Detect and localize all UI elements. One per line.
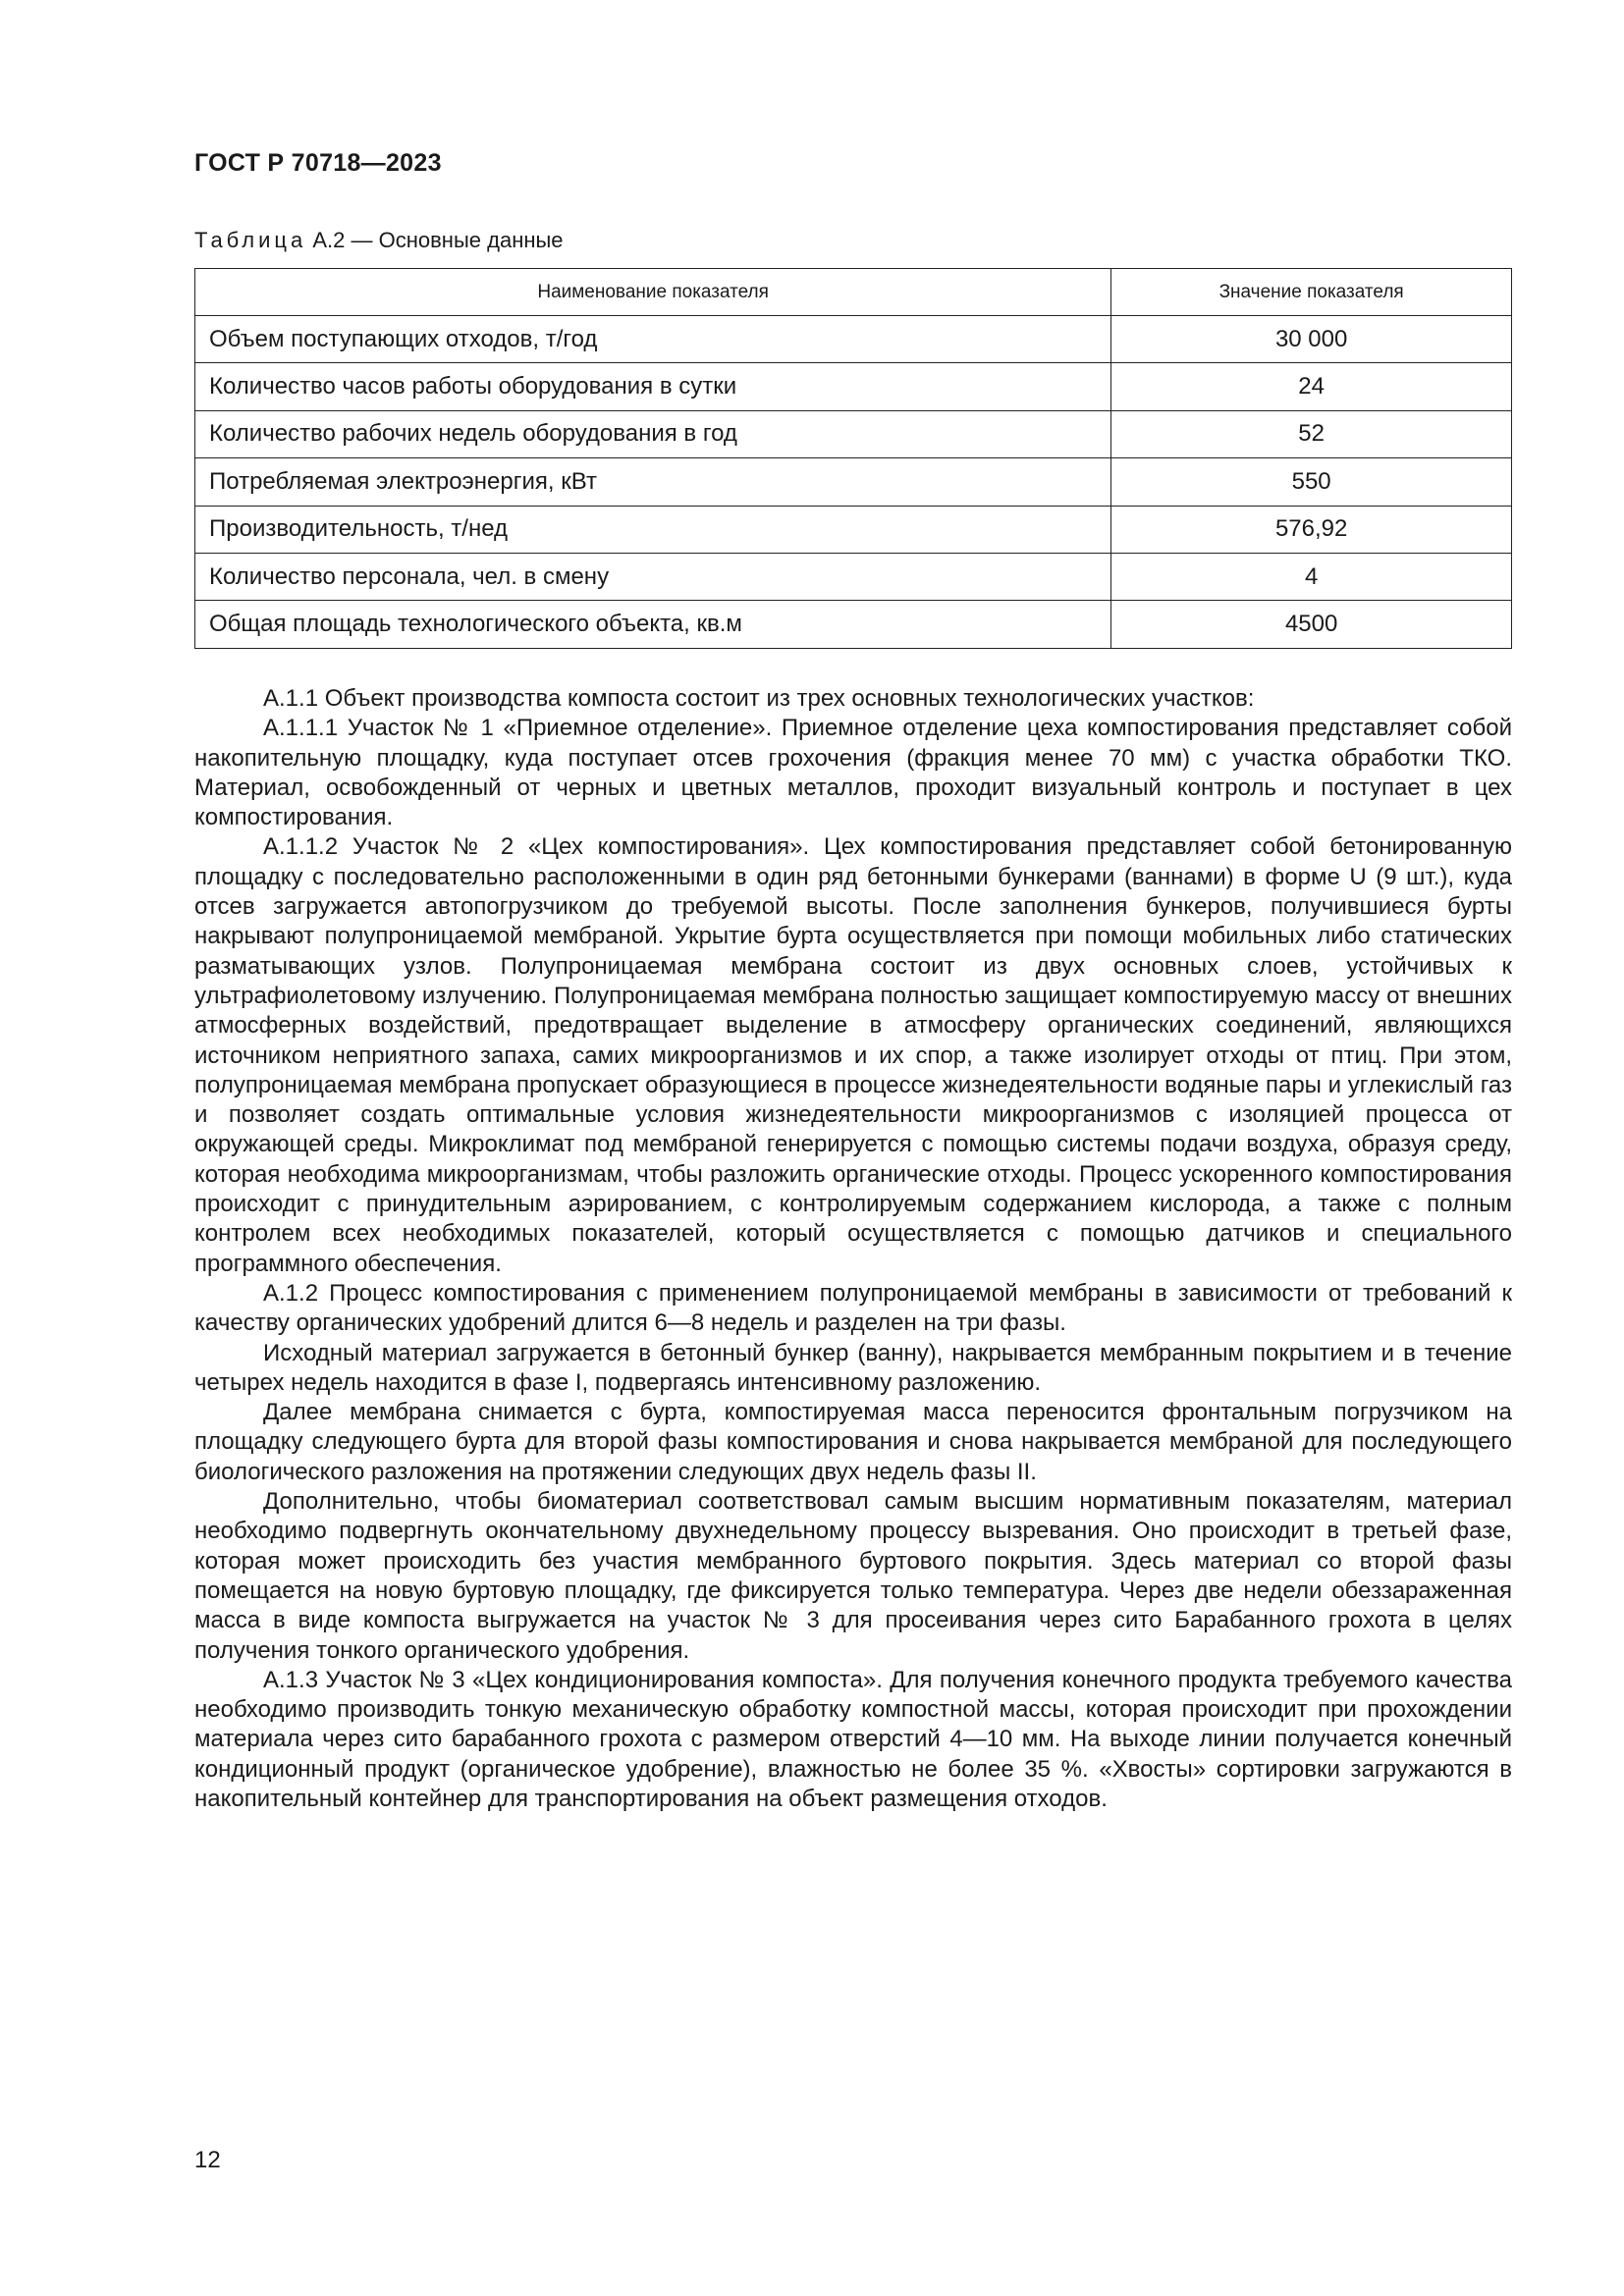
paragraph-a-1-1-2: А.1.1.2 Участок № 2 «Цех компостирования». Цех компостирования представляет собой бетонированную площадку с последовательно расположенными в один ряд бетонными бункерами (ваннами) в форме U (9 шт.), куда отсев загружается автопогрузчиком до требуемой высоты. После заполнения бункеров, получившиеся бурты накрывают полупроницаемой мембраной. Укрытие бурта осуществляется при помощи мобильных либо статических разматывающих узлов. Полупроницаемая мембрана состоит из двух основных слоев, устойчивых к ультрафиолетовому излучению. Полупроницаемая мембрана полностью защищает компостируемую массу от внешних атмосферных воздействий, предотвращает выделение в атмосферу органических соединений, являющихся источником неприятного запаха, самих микроорганизмов и их спор, а также изолирует отходы от птиц. При этом, полупроницаемая мембрана пропускает образующиеся в процессе жизнедеятельности водяные пары и углекислый газ и позволяет создать оптимальные условия жизнедеятельности микроорганизмов с изоляцией процесса от окружающей среды. Микроклимат под мембраной генерируется с помощью системы подачи воздуха, образуя среду, которая необходима микроорганизмам, чтобы разложить органические отходы. Процесс ускоренного компостирования происходит с принудительным аэрированием, с контролируемым содержанием кислорода, а также с полным контролем всех необходимых показателей, который осуществляется с помощью датчиков и специального программного обеспечения. [194, 833, 1512, 1277]
paragraph-phase-2: Далее мембрана снимается с бурта, компостируемая масса переносится фронтальным погрузчиком на площадку следующего бурта для второй фазы компостирования и снова накрывается мембраной для последующего биологического разложения на протяжении следующих двух недель фазы II. [194, 1399, 1512, 1485]
column-header-name: Наименование показателя [195, 269, 1111, 316]
page-number: 12 [194, 2147, 221, 2173]
table-row [195, 553, 1512, 600]
row-name: Производительность, т/нед [195, 506, 1111, 553]
table-caption [194, 228, 564, 253]
row-value: 4500 [1111, 601, 1512, 648]
paragraph-a-1-1: А.1.1 Объект производства компоста состоит из трех основных технологических участков: [263, 685, 1255, 712]
row-value: 52 [1111, 410, 1512, 457]
table-row [195, 410, 1512, 457]
paragraph-a-1-3: А.1.3 Участок № 3 «Цех кондиционирования компоста». Для получения конечного продукта требуемого качества необходимо производить тонкую механическую обработку компостной массы, которая происходит при прохождении материала через сито барабанного грохота с размером отверстий 4—10 мм. На выходе линии получается конечный кондиционный продукт (органическое удобрение), влажностью не более 35 %. «Хвосты» сортировки загружаются в накопительный контейнер для транспортирования на объект размещения отходов. [194, 1666, 1512, 1812]
row-value: 30 000 [1111, 316, 1512, 363]
row-value: 550 [1111, 458, 1512, 506]
row-name: Общая площадь технологического объекта, кв.м [195, 601, 1111, 648]
main-data-table [194, 268, 1512, 649]
row-name: Количество рабочих недель оборудования в год [195, 410, 1111, 457]
row-value: 576,92 [1111, 506, 1512, 553]
row-name: Количество персонала, чел. в смену [195, 553, 1111, 600]
body-text [194, 684, 1512, 1814]
table-row [195, 363, 1512, 410]
row-name: Количество часов работы оборудования в сутки [195, 363, 1111, 410]
table-header-row [195, 269, 1512, 316]
table-caption-prefix: Таблица [194, 228, 307, 252]
table-row [195, 506, 1512, 553]
table-row [195, 316, 1512, 363]
table-caption-title: А.2 — Основные данные [306, 228, 564, 252]
paragraph-phase-1: Исходный материал загружается в бетонный бункер (ванну), накрывается мембранным покрытием и в течение четырех недель находится в фазе I, подвергаясь интенсивному разложению. [194, 1339, 1512, 1396]
row-value: 4 [1111, 553, 1512, 600]
row-value: 24 [1111, 363, 1512, 410]
standard-id-header: ГОСТ Р 70718—2023 [194, 149, 442, 177]
paragraph-a-1-1-1: А.1.1.1 Участок № 1 «Приемное отделение». Приемное отделение цеха компостирования представляет собой накопительную площадку, куда поступает отсев грохочения (фракция менее 70 мм) с участка обработки ТКО. Материал, освобожденный от черных и цветных металлов, проходит визуальный контроль и поступает в цех компостирования. [194, 715, 1512, 831]
row-name: Потребляемая электроэнергия, кВт [195, 458, 1111, 506]
table-row [195, 458, 1512, 506]
row-name: Объем поступающих отходов, т/год [195, 316, 1111, 363]
paragraph-phase-3: Дополнительно, чтобы биоматериал соответствовал самым высшим нормативным показателям, материал необходимо подвергнуть окончательному двухнедельному процессу вызревания. Оно происходит в третьей фазе, которая может происходить без участия мембранного буртового покрытия. Здесь материал со второй фазы помещается на новую буртовую площадку, где фиксируется только температура. Через две недели обеззараженная масса в виде компоста выгружается на участок № 3 для просеивания через сито Барабанного грохота в целях получения тонкого органического удобрения. [194, 1488, 1512, 1664]
paragraph-a-1-2: А.1.2 Процесс компостирования с применением полупроницаемой мембраны в зависимости от требований к качеству органических удобрений длится 6—8 недель и разделен на три фазы. [194, 1279, 1512, 1337]
column-header-value: Значение показателя [1111, 269, 1512, 316]
table-row [195, 601, 1512, 648]
